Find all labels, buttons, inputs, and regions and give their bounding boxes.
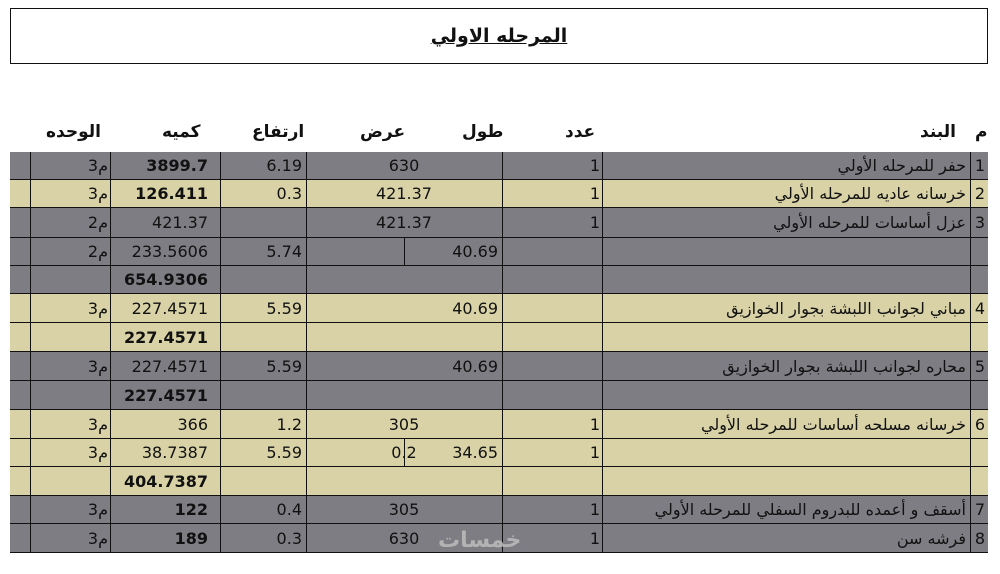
- cell-border: [220, 238, 221, 265]
- table-row: [10, 180, 988, 208]
- cell-border: [306, 439, 307, 466]
- cell-border: [502, 180, 503, 207]
- cell-border: [602, 524, 603, 552]
- cell-border: [30, 410, 31, 438]
- qty-cell: 404.7387: [123, 472, 208, 491]
- cell-border: [306, 180, 307, 207]
- cell-border: [30, 266, 31, 293]
- cell-border: [602, 238, 603, 265]
- cell-border: [306, 294, 307, 322]
- cell-border: [30, 294, 31, 322]
- cell-border: [306, 410, 307, 438]
- cell-border: [306, 496, 307, 523]
- cell-border: [220, 439, 221, 466]
- width-cell: 630: [388, 529, 420, 548]
- cell-border: [502, 294, 503, 322]
- unit-cell: م3: [87, 184, 108, 203]
- table-row: [10, 323, 988, 352]
- table-row: [10, 152, 988, 180]
- cell-border: [30, 208, 31, 237]
- height-cell: 0.3: [276, 529, 302, 548]
- qty-cell: 227.4571: [131, 357, 208, 376]
- qty-cell: 3899.7: [146, 156, 208, 175]
- cell-border: [602, 323, 603, 351]
- cell-border: [30, 238, 31, 265]
- cell-border: [306, 467, 307, 495]
- cell-border: [970, 467, 971, 495]
- table-row: [10, 381, 988, 410]
- height-cell: 1.2: [276, 415, 302, 434]
- table-row: [10, 439, 988, 467]
- cell-border: [306, 266, 307, 293]
- width-cell: 305: [388, 415, 420, 434]
- table-row: [10, 496, 988, 524]
- count-cell: 1: [589, 500, 600, 519]
- table-row: [10, 410, 988, 439]
- unit-cell: م3: [87, 415, 108, 434]
- table-row: [10, 238, 988, 266]
- header-item: البند: [920, 122, 956, 142]
- height-cell: 5.59: [266, 299, 302, 318]
- unit-cell: م3: [87, 299, 108, 318]
- header-count: عدد: [565, 122, 596, 142]
- cell-border: [220, 152, 221, 179]
- cell-border: [602, 496, 603, 523]
- height-cell: 5.59: [266, 357, 302, 376]
- count-cell: 1: [589, 415, 600, 434]
- cell-border: [502, 152, 503, 179]
- length-cell: 40.69: [452, 242, 498, 261]
- unit-cell: م3: [87, 500, 108, 519]
- cell-border: [30, 524, 31, 552]
- cell-border: [30, 381, 31, 409]
- width-cell: 421.37: [376, 213, 432, 232]
- title-box: [10, 8, 988, 64]
- width-cell: 0.2: [391, 443, 417, 462]
- cell-border: [30, 439, 31, 466]
- count-cell: 1: [589, 443, 600, 462]
- cell-border: [502, 323, 503, 351]
- cell-border: [970, 152, 971, 179]
- page-title: المرحله الاولي: [430, 25, 568, 47]
- cell-border: [602, 266, 603, 293]
- cell-border: [220, 496, 221, 523]
- cell-border: [502, 439, 503, 466]
- cell-border: [30, 323, 31, 351]
- qty-cell: 122: [174, 500, 208, 519]
- unit-cell: م3: [87, 357, 108, 376]
- item-description: عزل أساسات للمرحله الأولي: [773, 213, 966, 232]
- header-unit: الوحده: [46, 122, 101, 142]
- qty-cell: 233.5606: [131, 242, 208, 261]
- cell-border: [970, 496, 971, 523]
- row-number: 7: [974, 500, 986, 519]
- cell-border: [306, 381, 307, 409]
- cell-border: [220, 266, 221, 293]
- item-description: محاره لجوانب اللبشة بجوار الخوازيق: [722, 357, 966, 376]
- cell-border: [220, 352, 221, 380]
- height-cell: 5.74: [266, 242, 302, 261]
- cell-border: [970, 323, 971, 351]
- cell-border: [970, 439, 971, 466]
- count-cell: 1: [589, 213, 600, 232]
- row-number: 1: [974, 156, 986, 175]
- height-cell: 0.4: [276, 500, 302, 519]
- row-number: 8: [974, 529, 986, 548]
- cell-border: [970, 238, 971, 265]
- item-description: خرسانه عاديه للمرحله الأولي: [774, 184, 966, 203]
- qty-cell: 126.411: [135, 184, 208, 203]
- cell-border: [220, 208, 221, 237]
- cell-border: [30, 352, 31, 380]
- cell-border: [602, 467, 603, 495]
- qty-cell: 189: [174, 529, 208, 548]
- length-cell: 34.65: [452, 443, 498, 462]
- unit-cell: م3: [87, 443, 108, 462]
- cell-border: [502, 496, 503, 523]
- qty-cell: 38.7387: [141, 443, 208, 462]
- qty-cell: 227.4571: [131, 299, 208, 318]
- cell-border: [220, 467, 221, 495]
- cell-border: [970, 266, 971, 293]
- cell-border: [970, 180, 971, 207]
- cell-border: [602, 439, 603, 466]
- row-number: 5: [974, 357, 986, 376]
- cell-border: [502, 238, 503, 265]
- cell-border: [502, 266, 503, 293]
- row-number: 2: [974, 184, 986, 203]
- cell-border: [970, 524, 971, 552]
- item-description: حفر للمرحله الأولي: [837, 156, 966, 175]
- cell-border: [502, 381, 503, 409]
- cell-border: [602, 208, 603, 237]
- height-cell: 5.59: [266, 443, 302, 462]
- header-length: طول: [462, 122, 504, 142]
- cell-border: [970, 381, 971, 409]
- cell-border: [306, 208, 307, 237]
- length-cell: 40.69: [452, 299, 498, 318]
- item-description: فرشه سن: [896, 529, 966, 548]
- table-row: [10, 266, 988, 294]
- cell-border: [30, 180, 31, 207]
- cell-border: [306, 152, 307, 179]
- cell-border: [30, 496, 31, 523]
- header-m: م: [975, 122, 988, 142]
- unit-cell: م2: [87, 213, 108, 232]
- width-cell: 305: [388, 500, 420, 519]
- cell-border: [306, 238, 307, 265]
- qty-cell: 654.9306: [123, 270, 208, 289]
- table-row: [10, 208, 988, 238]
- cell-border: [220, 294, 221, 322]
- row-number: 6: [974, 415, 986, 434]
- count-cell: 1: [589, 529, 600, 548]
- watermark: خمسات: [438, 528, 522, 553]
- qty-cell: 421.37: [152, 213, 208, 232]
- cell-border: [502, 467, 503, 495]
- unit-cell: م3: [87, 156, 108, 175]
- width-cell: 630: [388, 156, 420, 175]
- height-cell: 0.3: [276, 184, 302, 203]
- cell-border: [602, 381, 603, 409]
- cell-border: [30, 467, 31, 495]
- unit-cell: م3: [87, 529, 108, 548]
- cell-border: [306, 524, 307, 552]
- cell-border: [970, 294, 971, 322]
- cell-border: [220, 180, 221, 207]
- cell-border: [970, 352, 971, 380]
- cell-border: [30, 152, 31, 179]
- length-cell: 40.69: [452, 357, 498, 376]
- count-cell: 1: [589, 156, 600, 175]
- cell-border: [502, 208, 503, 237]
- header-width: عرض: [360, 122, 406, 142]
- qty-cell: 366: [177, 415, 208, 434]
- table-row: [10, 294, 988, 323]
- cell-border: [602, 352, 603, 380]
- cell-border: [602, 294, 603, 322]
- cell-border: [602, 180, 603, 207]
- qty-cell: 227.4571: [123, 386, 208, 405]
- cell-border: [404, 238, 405, 265]
- row-number: 3: [974, 213, 986, 232]
- cell-border: [220, 524, 221, 552]
- item-description: أسقف و أعمده للبدروم السفلي للمرحله الأولي: [654, 500, 966, 519]
- table-row: [10, 467, 988, 496]
- qty-cell: 227.4571: [123, 328, 208, 347]
- cell-border: [306, 323, 307, 351]
- cell-border: [306, 352, 307, 380]
- cell-border: [970, 410, 971, 438]
- row-number: 4: [974, 299, 986, 318]
- cell-border: [970, 208, 971, 237]
- cell-border: [602, 152, 603, 179]
- count-cell: 1: [589, 184, 600, 203]
- cell-border: [220, 323, 221, 351]
- height-cell: 6.19: [266, 156, 302, 175]
- cell-border: [502, 352, 503, 380]
- cell-border: [220, 381, 221, 409]
- item-description: مباني لجوانب اللبشة بجوار الخوازيق: [726, 299, 966, 318]
- width-cell: 421.37: [376, 184, 432, 203]
- cell-border: [602, 410, 603, 438]
- item-description: خرسانه مسلحه أساسات للمرحله الأولي: [700, 415, 966, 434]
- cell-border: [220, 410, 221, 438]
- header-height: ارتفاع: [252, 122, 305, 142]
- table-row: [10, 352, 988, 381]
- unit-cell: م2: [87, 242, 108, 261]
- header-qty: كميه: [162, 122, 201, 142]
- cell-border: [502, 410, 503, 438]
